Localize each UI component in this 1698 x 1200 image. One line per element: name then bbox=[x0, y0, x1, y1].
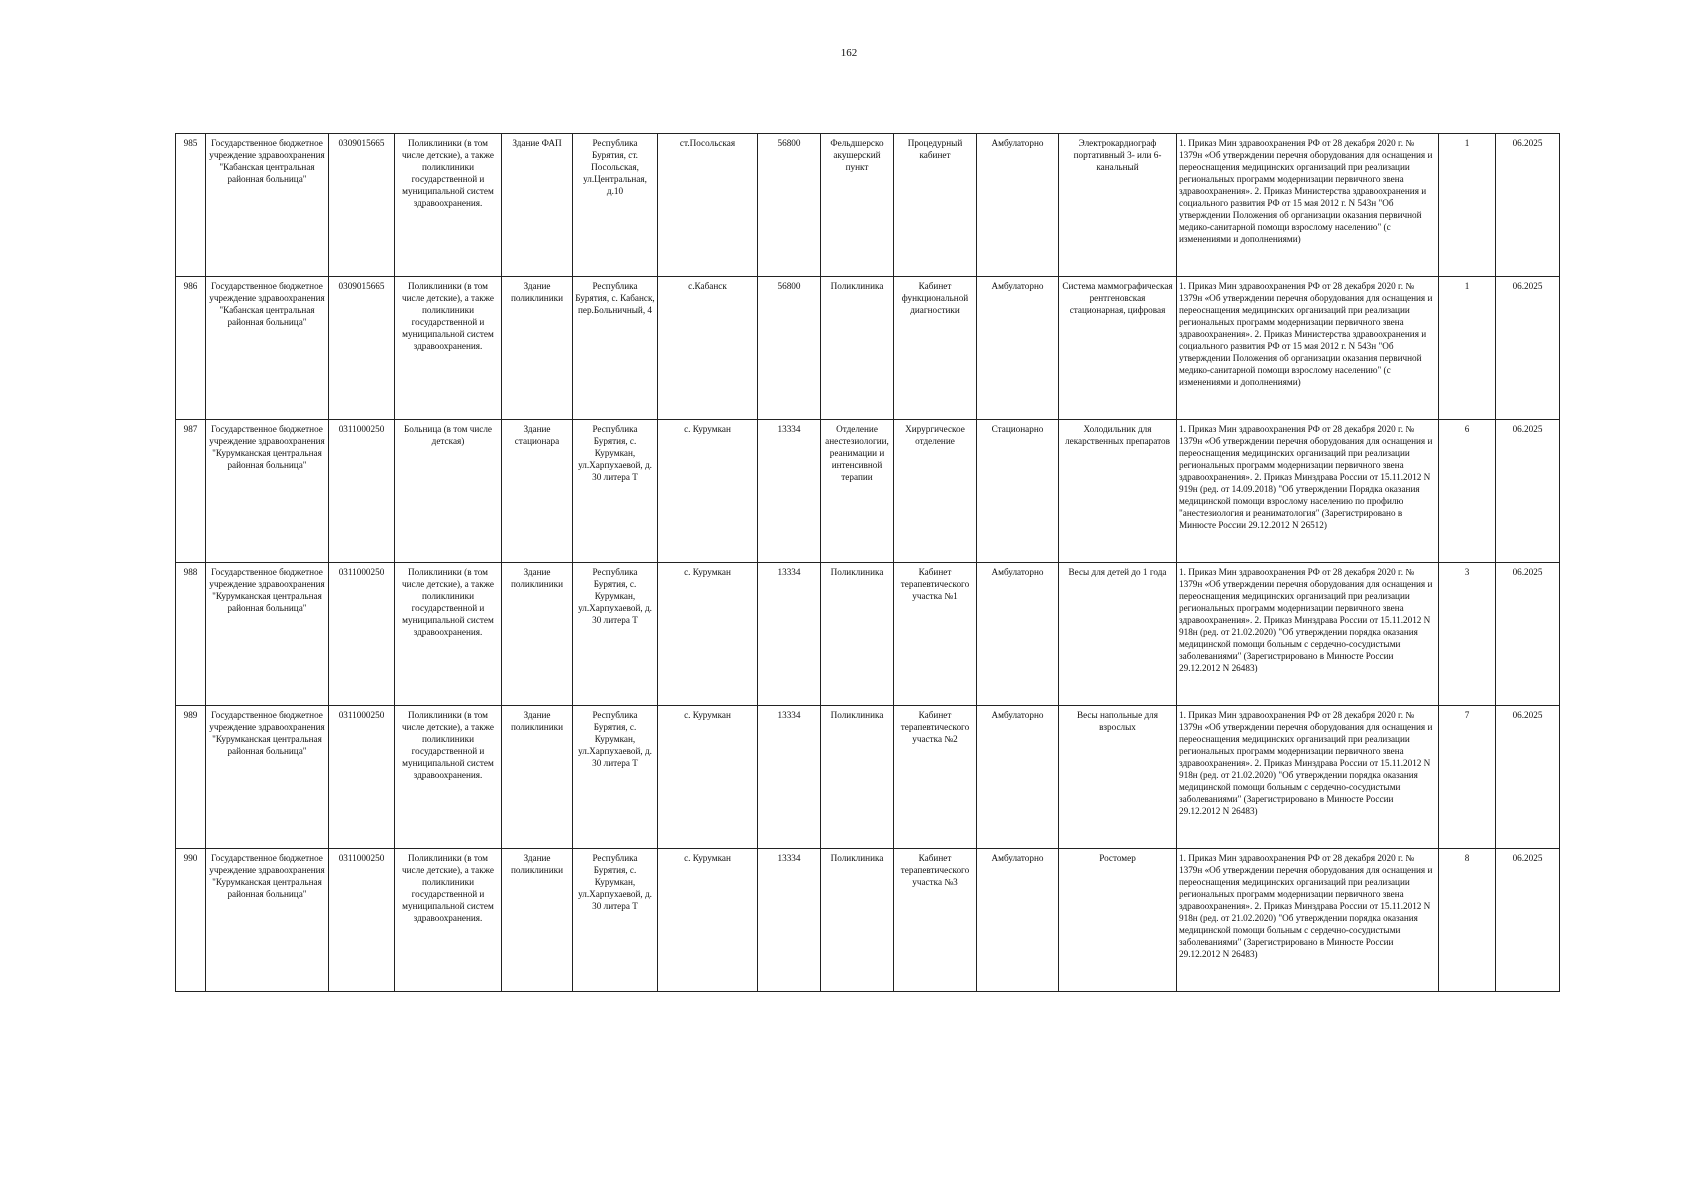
table-row bbox=[176, 706, 1560, 849]
building: Здание ФАП bbox=[502, 134, 573, 277]
equipment: Ростомер bbox=[1059, 849, 1177, 992]
unit: Поликлиника bbox=[821, 849, 894, 992]
equipment: Система маммографическая рентгеновская стационарная, цифровая bbox=[1059, 277, 1177, 420]
address: Республика Бурятия, ст. Посольская, ул.Центральная, д.10 bbox=[573, 134, 658, 277]
organization-name: Государственное бюджетное учреждение здравоохранения "Кабанская центральная районная больница" bbox=[206, 277, 329, 420]
table-row bbox=[176, 563, 1560, 706]
care-mode: Амбулаторно bbox=[977, 134, 1059, 277]
organization-code: 0311000250 bbox=[329, 849, 395, 992]
row-number: 986 bbox=[176, 277, 206, 420]
care-mode: Стационарно bbox=[977, 420, 1059, 563]
postcode: 13334 bbox=[758, 563, 821, 706]
address: Республика Бурятия, с. Курумкан, ул.Харпухаевой, д. 30 литера Т bbox=[573, 563, 658, 706]
address: Республика Бурятия, с. Курумкан, ул.Харпухаевой, д. 30 литера Т bbox=[573, 420, 658, 563]
building: Здание поликлиники bbox=[502, 706, 573, 849]
facility-type: Поликлиники (в том числе детские), а также поликлиники государственной и муниципальной систем здравоохранения. bbox=[395, 134, 502, 277]
organization-code: 0309015665 bbox=[329, 277, 395, 420]
building: Здание поликлиники bbox=[502, 563, 573, 706]
locality: с. Курумкан bbox=[658, 420, 758, 563]
room: Кабинет терапевтического участка №2 bbox=[894, 706, 977, 849]
date: 06.2025 bbox=[1496, 420, 1560, 563]
legal-basis: 1. Приказ Мин здравоохранения РФ от 28 декабря 2020 г. № 1379н «Об утверждении перечня оборудования для оснащения и переоснащения медицинских организаций при реализации региональных программ модернизации первичного звена здравоохранения». 2. Приказ Министерства здравоохранения и социального развития РФ от 15 мая 2012 г. N 543н "Об утверждении Положения об организации оказания первичной медико-санитарной помощи взрослому населению" (с изменениями и дополнениями) bbox=[1177, 134, 1439, 277]
date: 06.2025 bbox=[1496, 706, 1560, 849]
equipment: Весы напольные для взрослых bbox=[1059, 706, 1177, 849]
care-mode: Амбулаторно bbox=[977, 277, 1059, 420]
locality: с.Кабанск bbox=[658, 277, 758, 420]
facility-type: Поликлиники (в том числе детские), а также поликлиники государственной и муниципальной систем здравоохранения. bbox=[395, 849, 502, 992]
organization-name: Государственное бюджетное учреждение здравоохранения "Курумканская центральная районная больница" bbox=[206, 849, 329, 992]
date: 06.2025 bbox=[1496, 134, 1560, 277]
care-mode: Амбулаторно bbox=[977, 849, 1059, 992]
quantity: 7 bbox=[1439, 706, 1496, 849]
equipment: Весы для детей до 1 года bbox=[1059, 563, 1177, 706]
room: Кабинет терапевтического участка №1 bbox=[894, 563, 977, 706]
legal-basis: 1. Приказ Мин здравоохранения РФ от 28 декабря 2020 г. № 1379н «Об утверждении перечня оборудования для оснащения и переоснащения медицинских организаций при реализации региональных программ модернизации первичного звена здравоохранения». 2. Приказ Минздрава России от 15.11.2012 N 918н (ред. от 21.02.2020) "Об утверждении порядка оказания медицинской помощи больным с сердечно-сосудистыми заболеваниями" (Зарегистрировано в Минюсте России 29.12.2012 N 26483) bbox=[1177, 849, 1439, 992]
room: Процедурный кабинет bbox=[894, 134, 977, 277]
building: Здание поликлиники bbox=[502, 277, 573, 420]
postcode: 13334 bbox=[758, 420, 821, 563]
care-mode: Амбулаторно bbox=[977, 563, 1059, 706]
row-number: 988 bbox=[176, 563, 206, 706]
legal-basis: 1. Приказ Мин здравоохранения РФ от 28 декабря 2020 г. № 1379н «Об утверждении перечня оборудования для оснащения и переоснащения медицинских организаций при реализации региональных программ модернизации первичного звена здравоохранения». 2. Приказ Минздрава России от 15.11.2012 N 919н (ред. от 14.09.2018) "Об утверждении Порядка оказания медицинской помощи взрослому населению по профилю "анестезиология и реаниматология" (Зарегистрировано в Минюсте России 29.12.2012 N 26512) bbox=[1177, 420, 1439, 563]
building: Здание стационара bbox=[502, 420, 573, 563]
date: 06.2025 bbox=[1496, 849, 1560, 992]
address: Республика Бурятия, с. Курумкан, ул.Харпухаевой, д. 30 литера Т bbox=[573, 849, 658, 992]
unit: Поликлиника bbox=[821, 277, 894, 420]
unit: Поликлиника bbox=[821, 563, 894, 706]
date: 06.2025 bbox=[1496, 277, 1560, 420]
postcode: 13334 bbox=[758, 706, 821, 849]
page-number: 162 bbox=[840, 47, 858, 59]
legal-basis: 1. Приказ Мин здравоохранения РФ от 28 декабря 2020 г. № 1379н «Об утверждении перечня оборудования для оснащения и переоснащения медицинских организаций при реализации региональных программ модернизации первичного звена здравоохранения». 2. Приказ Минздрава России от 15.11.2012 N 918н (ред. от 21.02.2020) "Об утверждении порядка оказания медицинской помощи больным с сердечно-сосудистыми заболеваниями" (Зарегистрировано в Минюсте России 29.12.2012 N 26483) bbox=[1177, 706, 1439, 849]
facility-type: Поликлиники (в том числе детские), а также поликлиники государственной и муниципальной систем здравоохранения. bbox=[395, 706, 502, 849]
row-number: 987 bbox=[176, 420, 206, 563]
legal-basis: 1. Приказ Мин здравоохранения РФ от 28 декабря 2020 г. № 1379н «Об утверждении перечня оборудования для оснащения и переоснащения медицинских организаций при реализации региональных программ модернизации первичного звена здравоохранения». 2. Приказ Министерства здравоохранения и социального развития РФ от 15 мая 2012 г. N 543н "Об утверждении Положения об организации оказания первичной медико-санитарной помощи взрослому населению" (с изменениями и дополнениями) bbox=[1177, 277, 1439, 420]
unit: Отделение анестезиологии, реанимации и интенсивной терапии bbox=[821, 420, 894, 563]
quantity: 1 bbox=[1439, 134, 1496, 277]
table-row bbox=[176, 277, 1560, 420]
quantity: 3 bbox=[1439, 563, 1496, 706]
equipment-registry-table bbox=[175, 133, 1560, 992]
quantity: 1 bbox=[1439, 277, 1496, 420]
equipment: Электрокардиограф портативный 3- или 6-канальный bbox=[1059, 134, 1177, 277]
room: Кабинет функциональной диагностики bbox=[894, 277, 977, 420]
care-mode: Амбулаторно bbox=[977, 706, 1059, 849]
organization-code: 0311000250 bbox=[329, 420, 395, 563]
organization-code: 0311000250 bbox=[329, 563, 395, 706]
quantity: 8 bbox=[1439, 849, 1496, 992]
organization-code: 0309015665 bbox=[329, 134, 395, 277]
organization-name: Государственное бюджетное учреждение здравоохранения "Кабанская центральная районная больница" bbox=[206, 134, 329, 277]
table-row bbox=[176, 849, 1560, 992]
organization-name: Государственное бюджетное учреждение здравоохранения "Курумканская центральная районная больница" bbox=[206, 563, 329, 706]
address: Республика Бурятия, с. Курумкан, ул.Харпухаевой, д. 30 литера Т bbox=[573, 706, 658, 849]
room: Хирургическое отделение bbox=[894, 420, 977, 563]
locality: ст.Посольская bbox=[658, 134, 758, 277]
locality: с. Курумкан bbox=[658, 706, 758, 849]
organization-name: Государственное бюджетное учреждение здравоохранения "Курумканская центральная районная больница" bbox=[206, 420, 329, 563]
equipment: Холодильник для лекарственных препаратов bbox=[1059, 420, 1177, 563]
legal-basis: 1. Приказ Мин здравоохранения РФ от 28 декабря 2020 г. № 1379н «Об утверждении перечня оборудования для оснащения и переоснащения медицинских организаций при реализации региональных программ модернизации первичного звена здравоохранения». 2. Приказ Минздрава России от 15.11.2012 N 918н (ред. от 21.02.2020) "Об утверждении порядка оказания медицинской помощи больным с сердечно-сосудистыми заболеваниями" (Зарегистрировано в Минюсте России 29.12.2012 N 26483) bbox=[1177, 563, 1439, 706]
table-row bbox=[176, 134, 1560, 277]
facility-type: Поликлиники (в том числе детские), а также поликлиники государственной и муниципальной систем здравоохранения. bbox=[395, 277, 502, 420]
postcode: 13334 bbox=[758, 849, 821, 992]
facility-type: Поликлиники (в том числе детские), а также поликлиники государственной и муниципальной систем здравоохранения. bbox=[395, 563, 502, 706]
date: 06.2025 bbox=[1496, 563, 1560, 706]
postcode: 56800 bbox=[758, 277, 821, 420]
facility-type: Больница (в том числе детская) bbox=[395, 420, 502, 563]
row-number: 990 bbox=[176, 849, 206, 992]
locality: с. Курумкан bbox=[658, 563, 758, 706]
table-row bbox=[176, 420, 1560, 563]
room: Кабинет терапевтического участка №3 bbox=[894, 849, 977, 992]
row-number: 985 bbox=[176, 134, 206, 277]
unit: Поликлиника bbox=[821, 706, 894, 849]
row-number: 989 bbox=[176, 706, 206, 849]
organization-code: 0311000250 bbox=[329, 706, 395, 849]
building: Здание поликлиники bbox=[502, 849, 573, 992]
address: Республика Бурятия, с. Кабанск, пер.Больничный, 4 bbox=[573, 277, 658, 420]
organization-name: Государственное бюджетное учреждение здравоохранения "Курумканская центральная районная больница" bbox=[206, 706, 329, 849]
postcode: 56800 bbox=[758, 134, 821, 277]
unit: Фельдшерско акушерский пункт bbox=[821, 134, 894, 277]
locality: с. Курумкан bbox=[658, 849, 758, 992]
quantity: 6 bbox=[1439, 420, 1496, 563]
